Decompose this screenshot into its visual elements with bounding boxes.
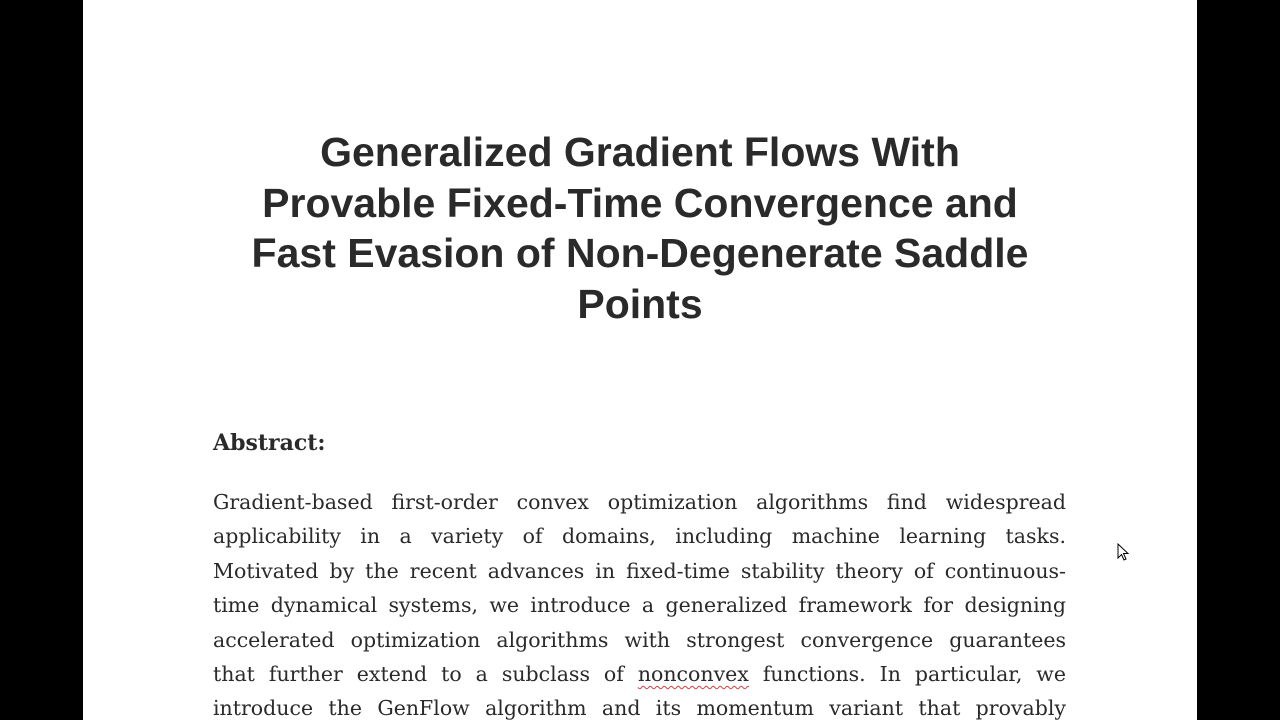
title-line: Provable Fixed-Time Convergence and	[262, 179, 1018, 226]
abstract-line: time dynamical systems, we introduce a generalized framework for designing	[213, 593, 1066, 618]
document-title	[83, 127, 1197, 329]
abstract-body	[213, 485, 1066, 720]
abstract-line: Gradient-based first-order convex optimization algorithms find widespread	[213, 490, 1066, 514]
abstract-line: accelerated optimization algorithms with strongest convergence guarantees	[213, 627, 1066, 652]
abstract-line: Motivated by the recent advances in fixed-time stability theory of continuous-	[213, 558, 1066, 583]
abstract-line: applicability in a variety of domains, including machine learning tasks.	[213, 524, 1066, 549]
title-line: Generalized Gradient Flows With	[320, 129, 960, 175]
abstract-text: that further extend to a subclass of	[213, 662, 638, 687]
abstract-line	[213, 657, 1066, 691]
title-line: Fast Evasion of Non-Degenerate Saddle	[251, 230, 1029, 276]
document-page	[83, 0, 1197, 720]
mouse-pointer-icon	[1117, 543, 1129, 561]
abstract-heading: Abstract:	[213, 430, 326, 456]
spellcheck-flagged-word[interactable]: nonconvex	[637, 662, 749, 687]
title-line: Points	[577, 280, 703, 327]
abstract-text: functions. In particular, we	[748, 662, 1066, 687]
abstract-line: introduce the GenFlow algorithm and its momentum variant that provably	[213, 696, 1066, 720]
